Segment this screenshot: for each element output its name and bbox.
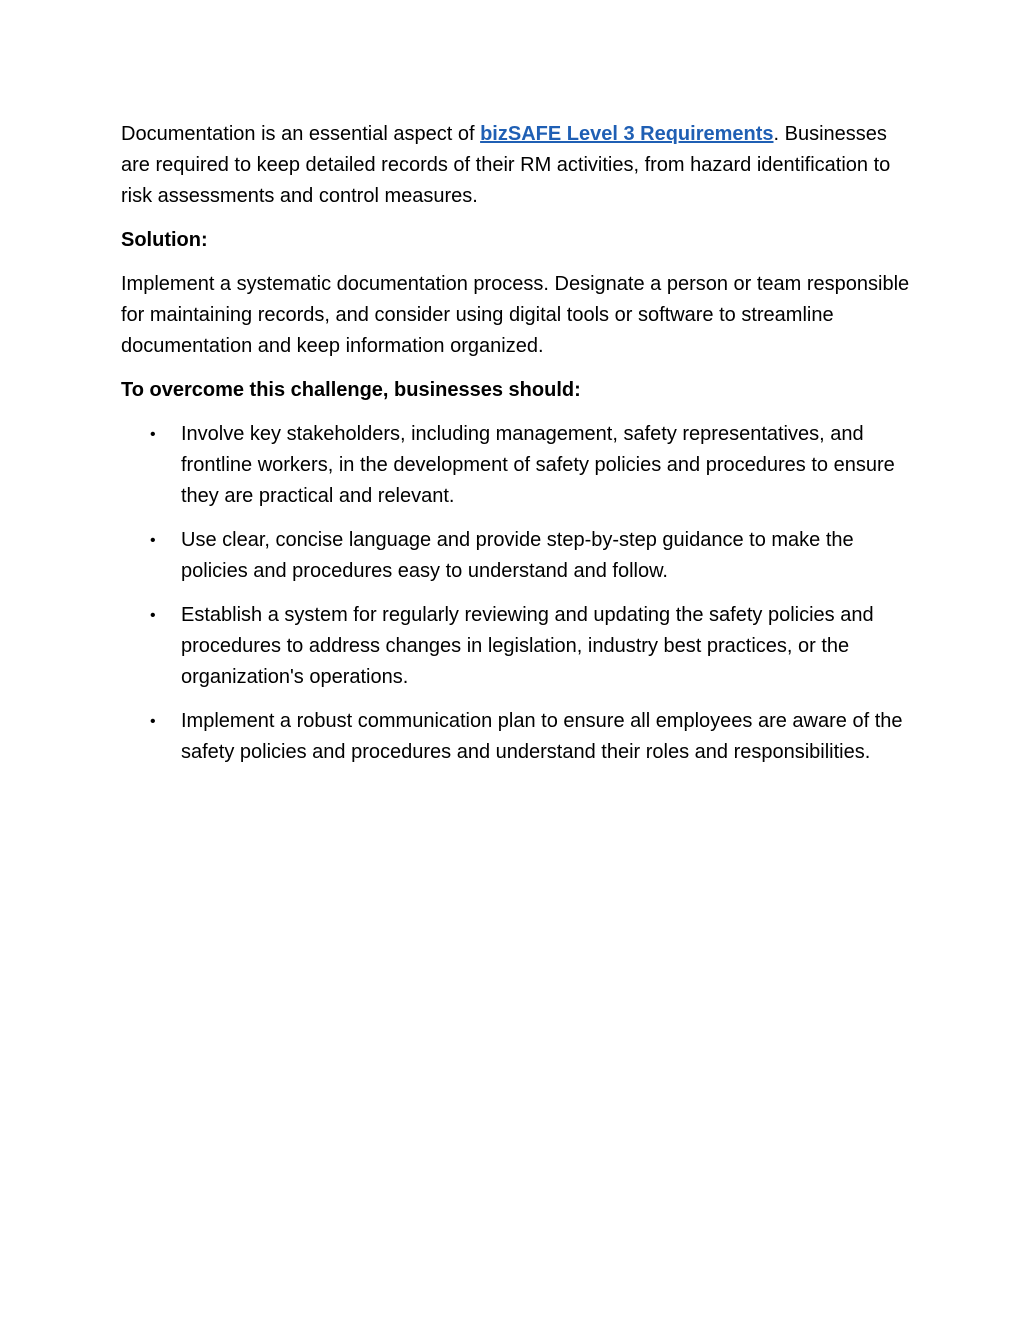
bullet-icon: • xyxy=(150,713,156,730)
bullet-icon: • xyxy=(150,426,156,443)
list-item-text: Use clear, concise language and provide step-by-step guidance to make the policies and procedures easy to understand and follow. xyxy=(181,529,854,582)
list-item xyxy=(121,419,911,512)
list-item-text: Implement a robust communication plan to ensure all employees are aware of the safety policies and procedures and understand their roles and responsibilities. xyxy=(181,710,903,763)
solution-heading: Solution: xyxy=(121,229,208,251)
list-item xyxy=(121,600,911,693)
list-item xyxy=(121,706,911,768)
intro-text-before-link: Documentation is an essential aspect of xyxy=(121,123,481,145)
document-page xyxy=(121,119,911,781)
bullet-icon: • xyxy=(150,607,156,624)
bizsafe-level-3-link[interactable]: bizSAFE Level 3 Requirements xyxy=(480,123,774,145)
intro-paragraph xyxy=(121,119,911,212)
bullet-icon: • xyxy=(150,532,156,549)
overcome-heading: To overcome this challenge, businesses should: xyxy=(121,379,581,401)
list-item xyxy=(121,525,911,587)
recommendations-list xyxy=(121,419,911,768)
list-item-text: Establish a system for regularly reviewing and updating the safety policies and procedures to address changes in legislation, industry best practices, or the organization's operations. xyxy=(181,604,874,688)
list-item-text: Involve key stakeholders, including management, safety representatives, and frontline workers, in the development of safety policies and procedures to ensure they are practical and relevant. xyxy=(181,423,895,507)
intro-text-after-link: . Businesses are required to keep detailed records of their RM activities, from hazard identification to risk assessments and control measures. xyxy=(121,123,891,207)
solution-paragraph: Implement a systematic documentation process. Designate a person or team responsible for maintaining records, and consider using digital tools or software to streamline documentation and keep information organized. xyxy=(121,273,910,357)
